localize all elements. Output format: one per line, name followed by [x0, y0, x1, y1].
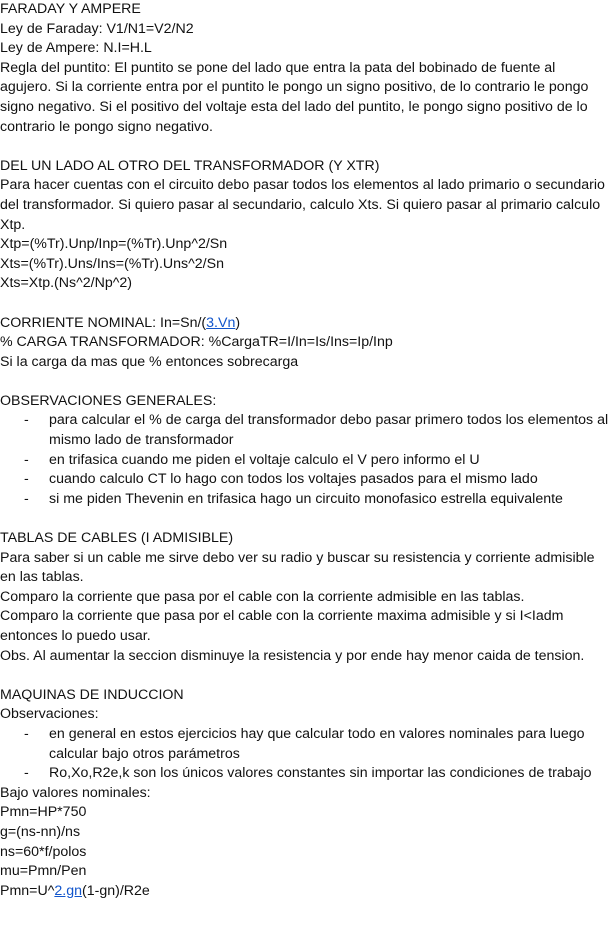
formula-pmn-u [0, 882, 610, 902]
overload-line: Si la carga da mas que % entonces sobrecarga [0, 353, 299, 370]
section-heading-cables: TABLAS DE CABLES (I ADMISIBLE) [0, 530, 234, 547]
section-heading-transformer-side: DEL UN LADO AL OTRO DEL TRANSFORMADOR (Y XTR) [0, 157, 380, 174]
formula-pmn-u-prefix: Pmn=U^ [0, 882, 55, 899]
observations-list [0, 411, 610, 509]
nominal-current-prefix: CORRIENTE NOMINAL: In=Sn/( [0, 314, 207, 331]
formula-pmn-u-suffix: (1-gn)/R2e [82, 882, 150, 899]
formula-pmn-u-link[interactable]: 2.gn [54, 882, 82, 899]
dot-rule-paragraph: Regla del puntito: El puntito se pone del lado que entra la pata del bobinado de fuente al agujero. Si la corriente entra por el puntito le pongo un signo positivo, de lo contrario le pongo signo negativo. Si el positivo del voltaje esta del lado del puntito, le pongo signo positivo de lo contrario le pongo signo negativo. [0, 59, 589, 135]
spacer [0, 294, 610, 314]
nominal-values-label: Bajo valores nominales: [0, 784, 151, 801]
spacer [0, 666, 610, 686]
cables-paragraph: Obs. Al aumentar la seccion disminuye la resistencia y por ende hay menor caida de tension. [0, 647, 585, 664]
formula-xtp: Xtp=(%Tr).Unp/Inp=(%Tr).Unp^2/Sn [0, 236, 228, 253]
faraday-law-line: Ley de Faraday: V1/N1=V2/N2 [0, 20, 194, 37]
spacer [0, 372, 610, 392]
list-item: - cuando calculo CT lo hago con todos los voltajes pasados para el mismo lado [0, 470, 610, 490]
list-item: - Ro,Xo,R2e,k son los únicos valores constantes sin importar las condiciones de trabajo [0, 764, 610, 784]
list-item: - para calcular el % de carga del transformador debo pasar primero todos los elementos al mismo lado de transformador [0, 411, 610, 450]
section-heading-observations: OBSERVACIONES GENERALES: [0, 392, 217, 409]
nominal-current-link[interactable]: 3.Vn [206, 314, 236, 331]
list-item: - si me piden Thevenin en trifasica hago un circuito monofasico estrella equivalente [0, 490, 610, 510]
formula-mu: mu=Pmn/Pen [0, 863, 87, 880]
transformer-load-line: % CARGA TRANSFORMADOR: %CargaTR=I/In=Is/Ins=Ip/Inp [0, 334, 393, 351]
formula-pmn: Pmn=HP*750 [0, 804, 87, 821]
section-heading-induction: MAQUINAS DE INDUCCION [0, 686, 184, 703]
nominal-current-line [0, 314, 610, 334]
formula-ns: ns=60*f/polos [0, 843, 87, 860]
cables-paragraph: Comparo la corriente que pasa por el cable con la corriente admisible en las tablas. [0, 588, 525, 605]
spacer [0, 509, 610, 529]
transformer-side-paragraph: Para hacer cuentas con el circuito debo pasar todos los elementos al lado primario o secundario del transformador. Si quiero pasar al secundario, calculo Xts. Si quiero pasar al primario calculo Xtp. [0, 177, 605, 233]
formula-xts: Xts=(%Tr).Uns/Ins=(%Tr).Uns^2/Sn [0, 255, 224, 272]
nominal-current-suffix: ) [235, 314, 241, 331]
formula-xts-xtp: Xts=Xtp.(Ns^2/Np^2) [0, 275, 132, 292]
induction-observations-label: Observaciones: [0, 706, 99, 723]
cables-paragraph: Para saber si un cable me sirve debo ver su radio y buscar su resistencia y corriente admisible en las tablas. [0, 549, 595, 586]
list-item: - en trifasica cuando me piden el voltaje calculo el V pero informo el U [0, 451, 610, 471]
formula-slip: g=(ns-nn)/ns [0, 823, 81, 840]
cables-paragraph: Comparo la corriente que pasa por el cable con la corriente maxima admisible y si I<Iadm entonces lo puedo usar. [0, 608, 564, 644]
spacer [0, 137, 610, 157]
induction-observations-list [0, 725, 610, 784]
ampere-law-line: Ley de Ampere: N.I=H.L [0, 40, 152, 57]
section-heading-faraday: FARADAY Y AMPERE [0, 1, 141, 17]
list-item: - en general en estos ejercicios hay que calcular todo en valores nominales para luego calcular bajo otros parámetros [0, 725, 610, 764]
